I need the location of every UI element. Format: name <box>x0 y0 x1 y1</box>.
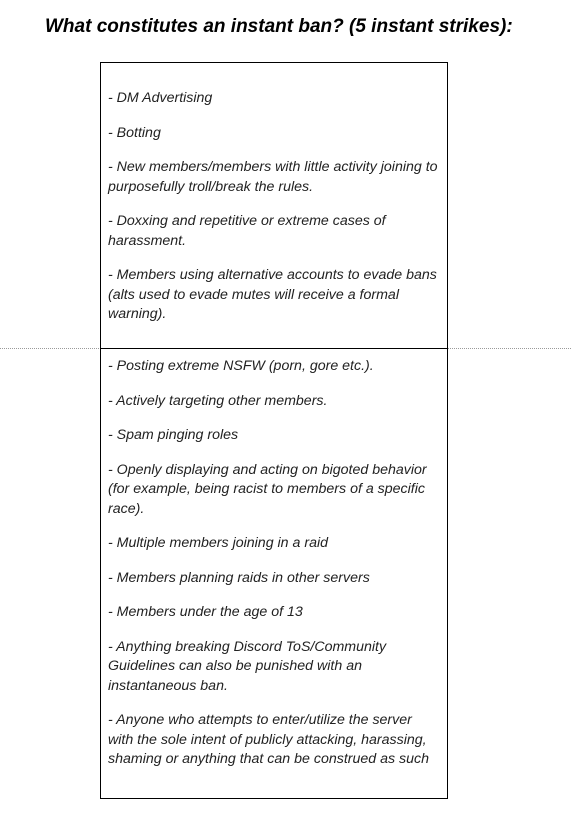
rule-item: - Anyone who attempts to enter/utilize the server with the sole intent of publicly attacking, harassing, shaming or anything that can be construed as such <box>108 712 429 767</box>
rule-item: - Members under the age of 13 <box>108 604 303 620</box>
rule-item: - DM Advertising <box>108 90 213 106</box>
rule-item: - Members using alternative accounts to evade bans (alts used to evade mutes will receive a formal warning). <box>108 267 437 322</box>
rule-item: - Doxxing and repetitive or extreme cases of harassment. <box>108 213 386 249</box>
rules-table-cell-page2 <box>100 348 448 799</box>
rule-item: - Anything breaking Discord ToS/Community Guidelines can also be punished with an instantaneous ban. <box>108 638 387 694</box>
rule-item: - Multiple members joining in a raid <box>108 535 328 551</box>
rule-item: - Members planning raids in other servers <box>108 569 370 586</box>
page-heading: What constitutes an instant ban? (5 instant strikes): <box>45 16 513 37</box>
rule-item: - Openly displaying and acting on bigoted behavior (for example, being racist to members of a specific race). <box>108 461 427 517</box>
rule-item: - Spam pinging roles <box>108 427 239 443</box>
rule-item: - New members/members with little activity joining to purposefully troll/break the rules. <box>108 159 438 195</box>
rule-item: - Botting <box>108 124 161 141</box>
rule-item: - Posting extreme NSFW (porn, gore etc.). <box>108 358 374 374</box>
rule-item: - Actively targeting other members. <box>108 392 328 409</box>
rules-table-cell-page1 <box>100 62 448 349</box>
